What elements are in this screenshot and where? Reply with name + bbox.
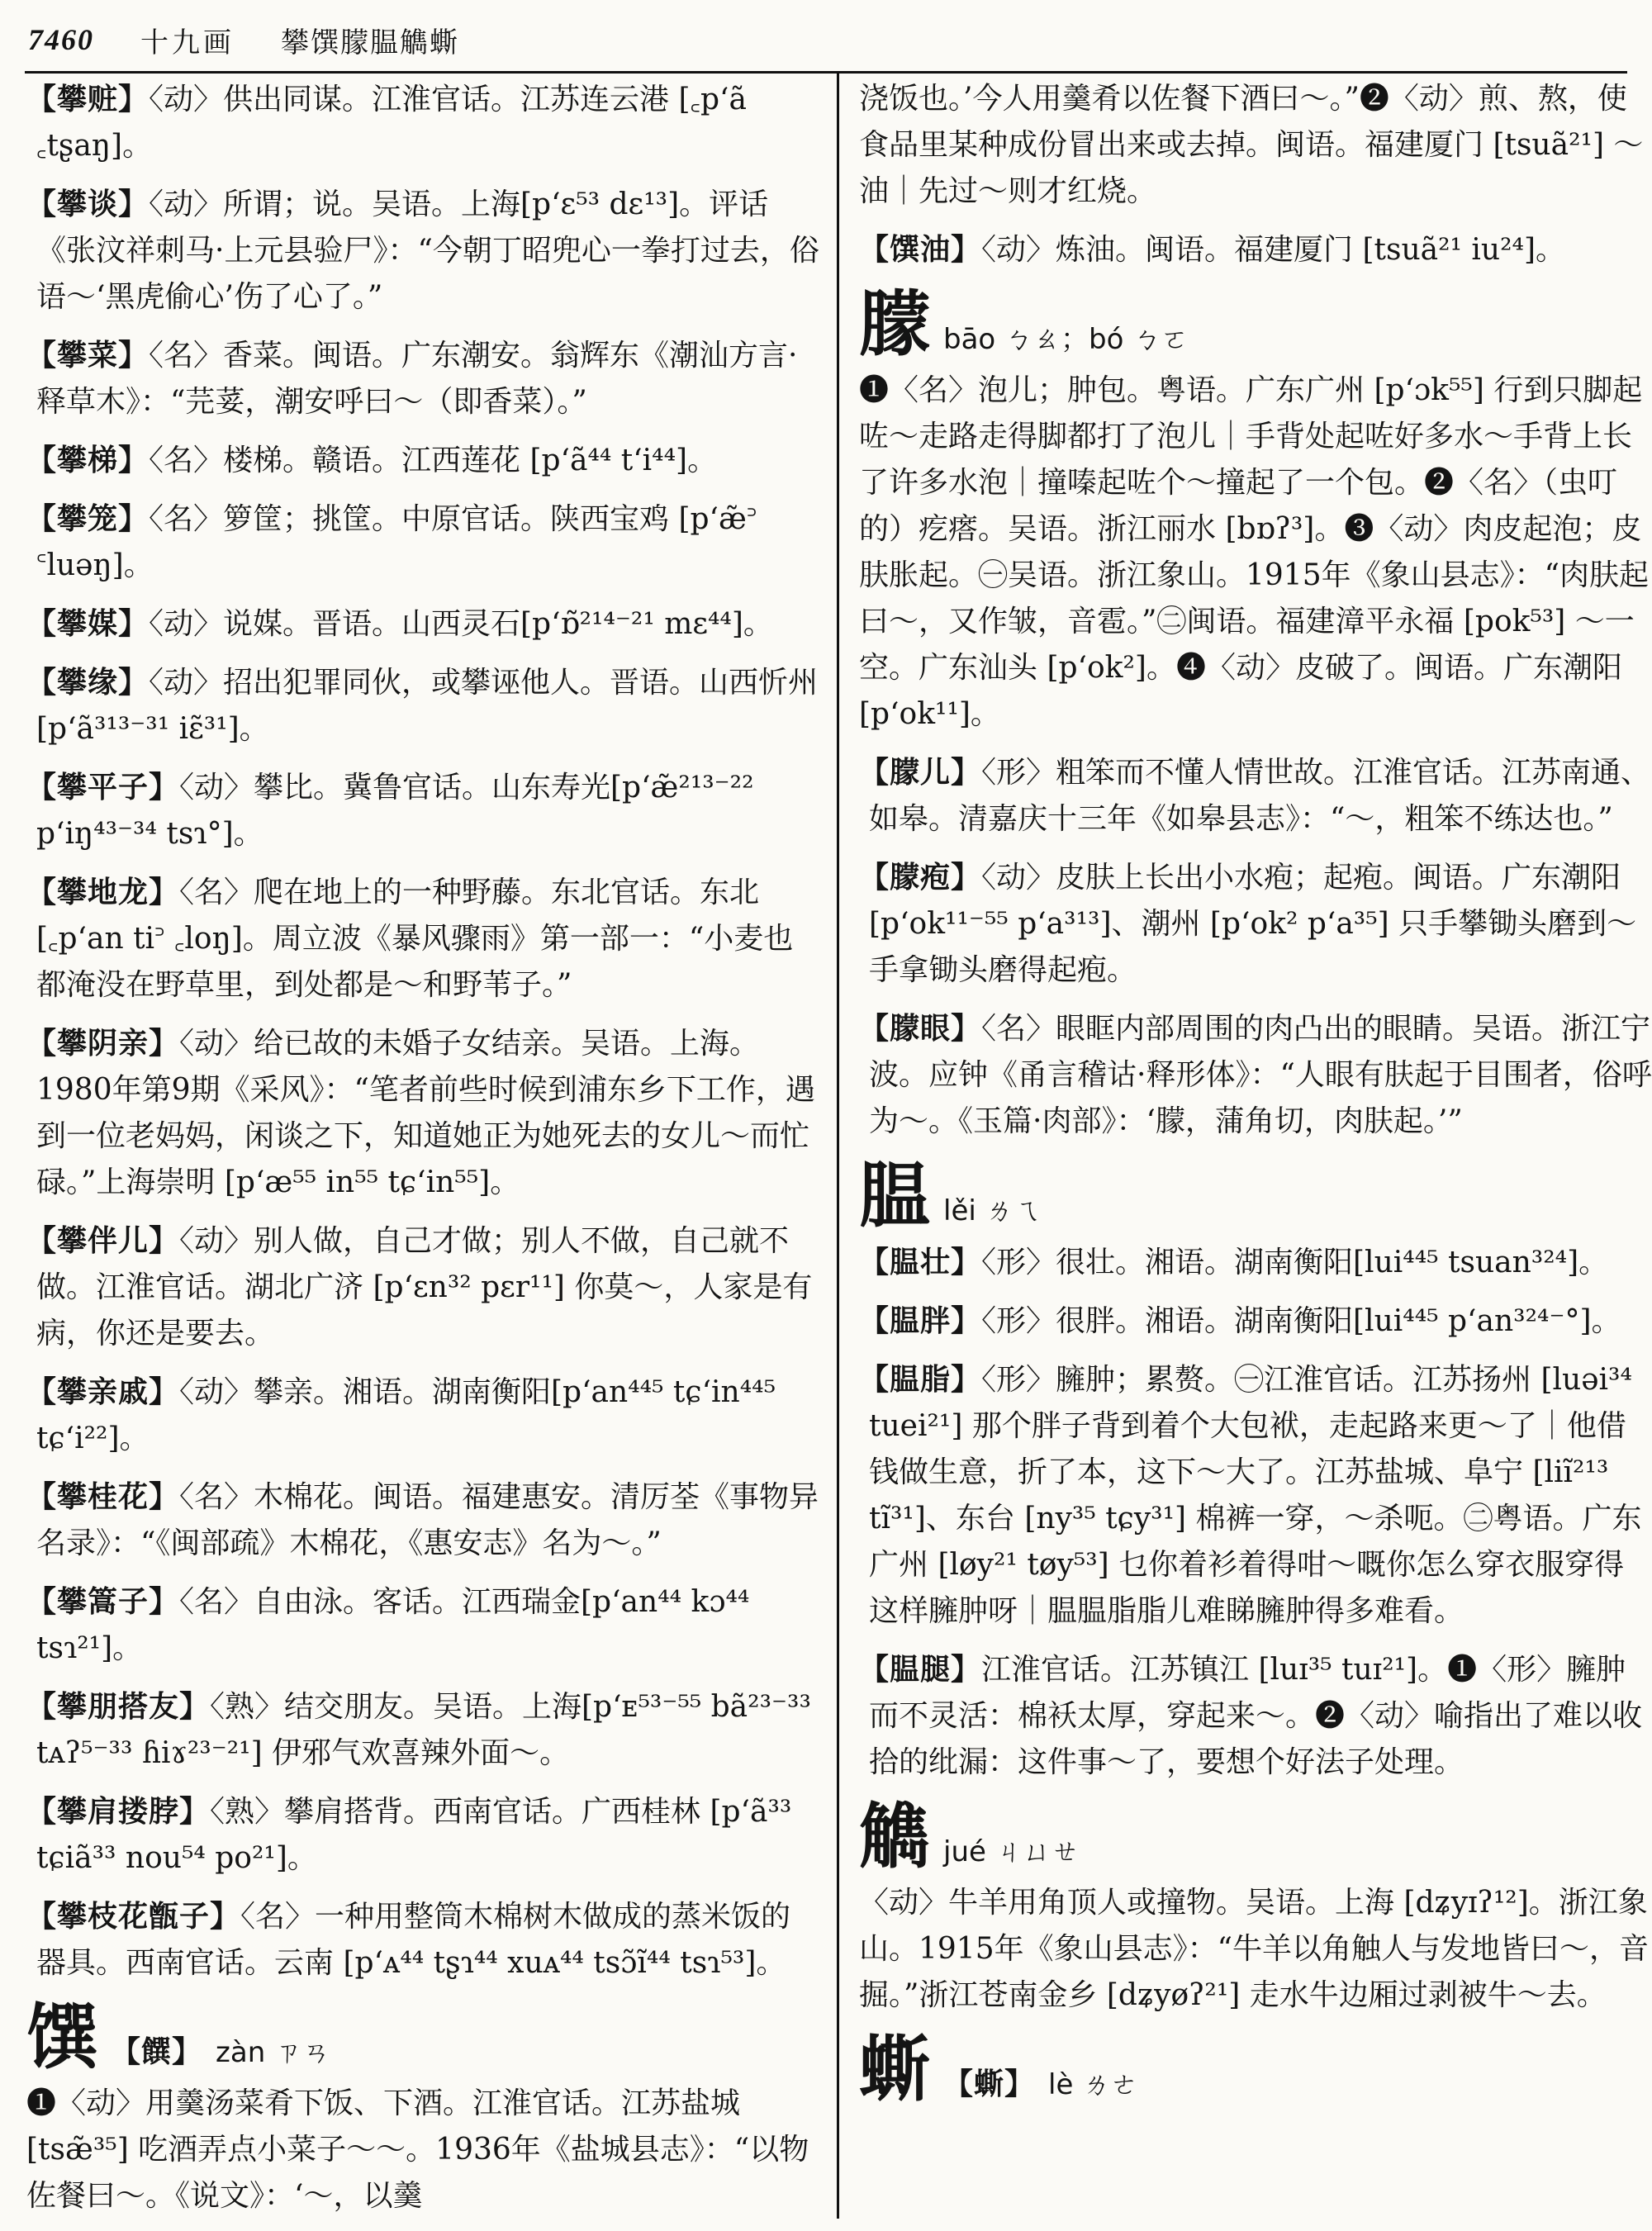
entry-headword: 【攀朋搭友】 — [26, 1689, 211, 1724]
pan-entry — [26, 659, 819, 752]
pan-entry — [26, 1788, 819, 1882]
running-header — [28, 15, 1622, 64]
pan-entry — [26, 1020, 819, 1206]
entry-body: 〈动〉给已故的未婚子女结亲。吴语。上海。1980年第9期《采风》：“笔者前些时候到浦东乡下工作，遇到一位老妈妈，闲谈之下，知道她正为她死去的女儿～而忙碌。”上海崇明 [pʻæ⁵⁵ in⁵⁵ tɕʻin⁵⁵]。 — [36, 1027, 815, 1199]
entry-headword: 【腽胖】 — [859, 1303, 982, 1338]
headchar-le-trad: 【蟖】 — [943, 2067, 1036, 2101]
entry-body: 〈名〉爬在地上的一种野藤。东北官话。东北[꜀pʻan ti꜄ ꜀loŋ]。周立波《暴风骤雨》第一部一：“小麦也都淹没在野草里，到处都是～和野苇子。” — [36, 876, 794, 1002]
header-chars: 攀馔朦腽觹蟖 — [281, 26, 459, 59]
entry-headword: 【攀地龙】 — [26, 875, 180, 909]
entry-body: 〈熟〉结交朋友。吴语。上海[pʻᴇ⁵³⁻⁵⁵ bã²³⁻³³ tᴀʔ⁵⁻³³ ɦiɤ²³⁻²¹] 伊邪气欢喜辣外面～。 — [36, 1690, 811, 1770]
entry-headword: 【腽腿】 — [859, 1652, 982, 1687]
entry-headword: 【攀阴亲】 — [26, 1026, 180, 1061]
zan-continuation: 浇饭也。’今人用羹肴以佐餐下酒曰～。”❷〈动〉煎、熬，使食品里某种成份冒出来或去掉。闽语。福建厦门 [tsuã²¹] ～油｜先过～则才红烧。 — [859, 82, 1644, 208]
bao-entry — [859, 749, 1652, 843]
entry-headword: 【攀媒】 — [26, 606, 150, 641]
pan-entry — [26, 869, 819, 1009]
entry-body: 〈动〉招出犯罪同伙，或攀诬他人。晋语。山西忻州 [pʻã³¹³⁻³¹ iɛ̃³¹]。 — [36, 666, 819, 746]
entry-body: 〈动〉所谓；说。吴语。上海[pʻɛ⁵³ dɛ¹³]。评话《张汶祥刺马·上元县验尸》：“今朝丁昭兜心一拳打过去，俗语～‘黑虎偷心’伤了心了。” — [36, 187, 819, 314]
pan-entry — [26, 1578, 819, 1672]
headchar-le — [859, 2030, 1652, 2110]
pan-entry — [26, 437, 819, 484]
bao-entry — [859, 854, 1652, 994]
entry-zan-you — [859, 226, 1652, 273]
entry-body: 〈动〉供出同谋。江淮官话。江苏连云港 [꜀pʻã ꜀tʂaŋ]。 — [36, 83, 747, 163]
headchar-lei-glyph: 腽 — [859, 1154, 930, 1237]
entry-body: 〈名〉箩筐；挑筐。中原官话。陕西宝鸡 [pʻæ̃꜄ ꜂luəŋ]。 — [36, 502, 757, 582]
pan-entry — [26, 1683, 819, 1777]
entry-body: 〈名〉楼梯。赣语。江西莲花 [pʻã⁴⁴ tʻi⁴⁴]。 — [149, 444, 718, 477]
bao-entry — [859, 1005, 1652, 1145]
entry-headword: 【攀肩搂脖】 — [26, 1794, 211, 1829]
entry-body: 〈形〉很胖。湘语。湖南衡阳[lui⁴⁴⁵ pʻan³²⁴⁻°]。 — [981, 1304, 1621, 1338]
headchar-jue-glyph: 觹 — [859, 1795, 930, 1878]
entry-headword: 【腽壮】 — [859, 1245, 982, 1279]
zan-definition: ❶〈动〉用羹汤菜肴下饭、下酒。江淮官话。江苏盐城 [tsæ̃³⁵] 吃酒弄点小菜子～～。1936年《盐城县志》：“以物佐餐曰～。《说文》：‘～，以羹 — [26, 2086, 809, 2213]
lei-entry — [859, 1356, 1652, 1635]
header-rule — [25, 71, 1627, 74]
headchar-lei-pinyin: lěi ㄌㄟ — [943, 1194, 1042, 1227]
headchar-jue — [859, 1797, 1652, 1877]
entry-headword: 【攀枝花甑子】 — [26, 1899, 241, 1934]
entry-headword: 【攀菜】 — [26, 338, 150, 373]
pan-entry — [26, 181, 819, 320]
entry-headword: 【攀谈】 — [26, 187, 150, 221]
pan-entry — [26, 764, 819, 857]
entry-headword: 【攀亲戚】 — [26, 1374, 180, 1409]
entry-body: 〈动〉攀亲。湘语。湖南衡阳[pʻan⁴⁴⁵ tɕʻin⁴⁴⁵ tɕʻi²²]。 — [36, 1375, 776, 1455]
entry-headword: 【朦眼】 — [859, 1011, 982, 1046]
entry-headword: 【攀桂花】 — [26, 1479, 180, 1514]
headchar-zan — [26, 1998, 819, 2077]
entry-body: 〈名〉一种用整筒木棉树木做成的蒸米饭的器具。西南官话。云南 [pʻᴀ⁴⁴ tʂɿ⁴⁴ xuᴀ⁴⁴ tsɔ̃ĩ⁴⁴ tsɿ⁵³]。 — [36, 1900, 791, 1980]
headchar-bao — [859, 282, 1652, 366]
entry-headword: 【攀梯】 — [26, 443, 150, 477]
entry-headword: 【朦儿】 — [859, 755, 982, 790]
headchar-zan-pinyin: zàn ㄗㄢ — [216, 2036, 331, 2069]
pan-entry — [26, 1369, 819, 1462]
bao-definition: ❶〈名〉泡儿；肿包。粤语。广东广州 [pʻɔk⁵⁵] 行到只脚起咗～走路走得脚都打了泡儿｜手背处起咗好多水～手背上长了许多水泡｜撞嗪起咗个～撞起了一个包。❷〈名〉（虫叮的）疙瘩。吴语。浙江丽水 [bɒʔ³]。❸〈动〉肉皮起泡；皮肤胀起。㊀吴语。浙江象山。1915年《象山县志》：“肉肤起曰～，又作皱，音雹。”㊁闽语。福建漳平永福 [pok⁵³] ～一空。广东汕头 [pʻok²]。❹〈动〉皮破了。闽语。广东潮阳 [pʻok¹¹]。 — [859, 373, 1650, 731]
entry-headword: 【攀赃】 — [26, 82, 150, 116]
headchar-lei — [859, 1156, 1652, 1236]
entry-body: 〈名〉香菜。闽语。广东潮安。翁辉东《潮汕方言·释草木》：“芫荽，潮安呼曰～（即香菜）。” — [36, 339, 798, 419]
entry-body: 〈形〉很壮。湘语。湖南衡阳[lui⁴⁴⁵ tsuan³²⁴]。 — [981, 1246, 1609, 1279]
entry-headword: 【攀缘】 — [26, 665, 150, 700]
entry-headword: 【馔油】 — [859, 232, 982, 267]
entry-body: 〈动〉说媒。晋语。山西灵石[pʻɒ̃²¹⁴⁻²¹ mɛ⁴⁴]。 — [149, 607, 773, 641]
pan-entry — [26, 600, 819, 648]
lei-entry — [859, 1646, 1652, 1786]
pan-entry — [26, 496, 819, 589]
pan-entry — [26, 1474, 819, 1567]
entry-body: 〈名〉自由泳。客话。江西瑞金[pʻan⁴⁴ kɔ⁴⁴ tsɿ²¹]。 — [36, 1585, 750, 1665]
entry-headword: 【攀伴儿】 — [26, 1223, 180, 1258]
lei-entry — [859, 1298, 1652, 1345]
entry-body: 〈名〉眼眶内部周围的肉凸出的眼睛。吴语。浙江宁波。应钟《甬言稽诂·释形体》：“人眼有肤起于目围者，俗呼为～。《玉篇·肉部》：‘朦，蒲角切，肉肤起。’” — [869, 1012, 1652, 1138]
headchar-bao-glyph: 朦 — [859, 282, 930, 366]
entry-headword: 【攀笼】 — [26, 501, 150, 536]
page-number: 7460 — [28, 23, 94, 56]
entry-body: 〈动〉攀比。冀鲁官话。山东寿光[pʻæ̃²¹³⁻²² pʻiŋ⁴³⁻³⁴ tsɿ°]。 — [36, 771, 754, 851]
entry-body: 〈名〉木棉花。闽语。福建惠安。清厉荃《事物异名录》：“《闽部疏》木棉花，《惠安志》名为～。” — [36, 1480, 819, 1560]
headchar-le-pinyin: lè ㄌㄜ — [1048, 2068, 1139, 2101]
right-column — [859, 76, 1652, 2113]
headchar-zan-trad: 【饌】 — [111, 2034, 203, 2069]
pan-entry — [26, 76, 819, 169]
header-section: 十九画 — [140, 26, 235, 59]
entry-body: 〈形〉粗笨而不懂人情世故。江淮官话。江苏南通、如皋。清嘉庆十三年《如皋县志》：“～，粗笨不练达也。” — [869, 756, 1651, 836]
entry-headword: 【朦疱】 — [859, 860, 982, 895]
entry-body: 〈动〉皮肤上长出小水疱；起疱。闽语。广东潮阳 [pʻok¹¹⁻⁵⁵ pʻa³¹³]、潮州 [pʻok² pʻa³⁵] 只手攀锄头磨到～手拿锄头磨得起疱。 — [869, 861, 1637, 987]
headchar-jue-pinyin: jué ㄐㄩㄝ — [943, 1835, 1080, 1868]
entry-body: 〈动〉炼油。闽语。福建厦门 [tsuã²¹ iu²⁴]。 — [981, 233, 1566, 267]
pan-entry — [26, 332, 819, 425]
column-divider — [837, 71, 839, 2219]
left-column — [26, 76, 819, 2231]
headchar-le-glyph: 蟖 — [859, 2028, 930, 2111]
entry-headword: 【攀平子】 — [26, 770, 180, 805]
lei-entry — [859, 1239, 1652, 1286]
entry-body: 江淮官话。江苏镇江 [luɪ³⁵ tuɪ²¹]。❶〈形〉臃肿而不灵活：棉袄太厚，穿起来～。❷〈动〉喻指出了难以收拾的纰漏：这件事～了，要想个好法子处理。 — [869, 1653, 1643, 1779]
headchar-zan-glyph: 馔 — [26, 1996, 97, 2079]
headchar-bao-pinyin: bāo ㄅㄠ；bó ㄅㄛ — [943, 323, 1189, 356]
entry-headword: 【腽脂】 — [859, 1362, 982, 1397]
entry-body: 〈动〉别人做，自己才做；别人不做，自己就不做。江淮官话。湖北广济 [pʻɛn³² pɛr¹¹] 你莫～，人家是有病，你还是要去。 — [36, 1224, 813, 1350]
entry-headword: 【攀篙子】 — [26, 1584, 180, 1619]
pan-entry — [26, 1893, 819, 1987]
pan-entry — [26, 1218, 819, 1357]
entry-body: 〈形〉臃肿；累赘。㊀江淮官话。江苏扬州 [luəi³⁴ tuei²¹] 那个胖子背到着个大包袱，走起路来更～了｜他借钱做生意，折了本，这下～大了。江苏盐城、阜宁 [liĩ²¹³ tĩ³¹]、东台 [ny³⁵ tɕy³¹] 棉裤一穿，～杀呃。㊁粤语。广东广州 [løy²¹ tøy⁵³] 乜你着衫着得咁～嘅你怎么穿衣服穿得这样臃肿呀｜腽腽脂脂儿难睇臃肿得多难看。 — [869, 1363, 1642, 1628]
entry-body: 〈熟〉攀肩搭背。西南官话。广西桂林 [pʻã³³ tɕiã³³ nou⁵⁴ po²¹]。 — [36, 1795, 792, 1875]
jue-definition: 〈动〉牛羊用角顶人或撞物。吴语。上海 [dʑyɪʔ¹²]。浙江象山。1915年《象山县志》：“牛羊以角触人与发地皆曰～，音掘。”浙江苍南金乡 [dʑyøʔ²¹] 走水牛边厢过剥被牛～去。 — [859, 1886, 1650, 2012]
